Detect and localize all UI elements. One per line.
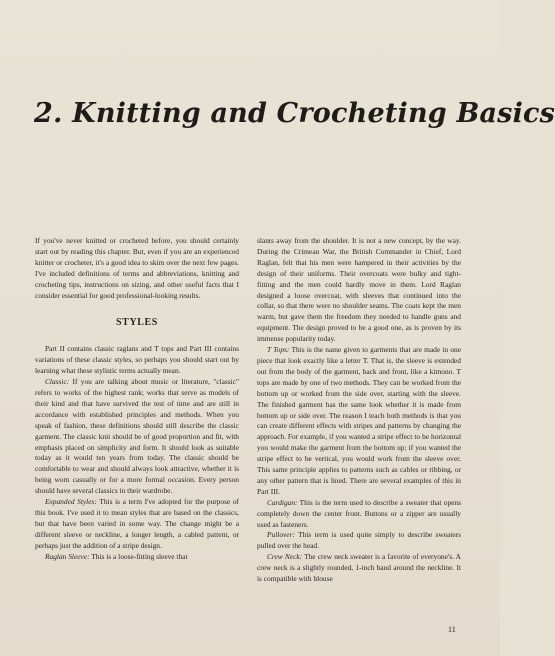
styles-intro-paragraph: Part II contains classic raglans and T tops and Part III contains variations of these classic styles, so perhaps you should start out by learning what these stylistic terms actually mean. <box>35 344 239 376</box>
raglan-term: Raglan Sleeve: <box>45 551 90 561</box>
raglan-continued-paragraph: slants away from the shoulder. It is not a new concept, by the way. During the Crimean War, the British Commander in Chief, Lord Raglan, felt that his men were hampered in their activities by the design of their uniforms. Their overcoats were bulky and tight-fitting and the men could hardly move in them. Lord Raglan designed a loose overcoat, with sleeves that continued into the collar, so that there were no shoulder seams. The coats kept the men warm, but gave them the freedom they needed to handle guns and equipment. The design proved to be a good one, as is proven by its immense popularity today. <box>257 236 461 344</box>
pullover-paragraph <box>257 530 461 552</box>
t-tops-text: This is the name given to garments that are made in one piece that look exactly like a letter T. That is, the sleeve is extended out from the body of the garment, back and front, like a kimono. T tops are made by one of two methods. They can be worked from the bottom up or worked from the side over, starting with the sleeve. The finished garment has the same look whether it is made from bottom up or side over. The reason I teach both methods is that you can create different effects with stripes and patterns by changing the approach. For example, if you wanted a stripe effect to be horizontal you would make the garment from the bottom up; if you wanted the stripe effect to be vertical, you would work from the sleeve over. This same principle applies to patterns such as cables or ribbing, or any other pattern that is lined. There are several examples of this in Part III. <box>257 345 461 496</box>
classic-text: If you are talking about music or literature, "classic" refers to works of the highest rank; works that serve as models of their kind and that have survived the test of time and are still in accordance with established principles and methods. When you speak of fashion, these definitions should still describe the classic garment. The classic knit should be of good proportion and fit, with emphasis placed on simplicity and form. It should look as suitable today as it would ten years from today. The classic should be comfortable to wear and should always look attractive, whether it is being worn casually or for a more formal occasion. Every person should have several classics in their wardrobe. <box>35 377 239 496</box>
pullover-text: This term is used quite simply to describe sweaters pulled over the head. <box>257 530 461 551</box>
page-number: 11 <box>448 625 456 634</box>
right-column <box>257 236 461 585</box>
intro-paragraph: If you've never knitted or crocheted before, you should certainly start out by reading this chapter. But, even if you are an experienced knitter or crocheter, it's a good idea to skim over the next few pages. I've included definitions of terms and abbreviations, knitting and crocheting tips, instructions on sizing, and other useful facts that I consider essential for good professional-looking results. <box>35 236 239 300</box>
cardigan-text: This is the term used to describe a sweater that opens completely down the center front. Buttons or a zipper are usually used as fasteners. <box>257 497 461 529</box>
left-column <box>35 236 239 562</box>
classic-paragraph <box>35 377 239 497</box>
cardigan-term: Cardigan: <box>267 497 298 507</box>
styles-heading: STYLES <box>116 317 158 329</box>
crew-neck-paragraph <box>257 552 461 585</box>
pullover-term: Pullover: <box>267 530 295 540</box>
chapter-title: 2. Knitting and Crocheting Basics <box>34 98 555 129</box>
t-tops-paragraph <box>257 345 461 498</box>
classic-term: Classic: <box>45 377 70 387</box>
expanded-styles-term: Expanded Styles: <box>45 497 97 507</box>
raglan-text: This is a loose-fitting sleeve that <box>89 551 188 561</box>
crew-neck-term: Crew Neck: <box>267 552 303 562</box>
crew-neck-text: The crew neck sweater is a favorite of everyone's. A crew neck is a slightly rounded, 1-inch band around the neckline. It is compatible with blouse <box>257 552 461 584</box>
cardigan-paragraph <box>257 498 461 531</box>
expanded-styles-paragraph <box>35 497 239 552</box>
expanded-styles-text: This is a term I've adopted for the purpose of this book. I've used it to mean styles that are based on the classics, but that have been varied in some way. The change might be a different sleeve or neckline, a longer length, a cabled pattern, or perhaps just the addition of a stripe design. <box>35 497 239 550</box>
raglan-paragraph <box>35 552 239 563</box>
t-tops-term: T Tops: <box>267 345 290 355</box>
